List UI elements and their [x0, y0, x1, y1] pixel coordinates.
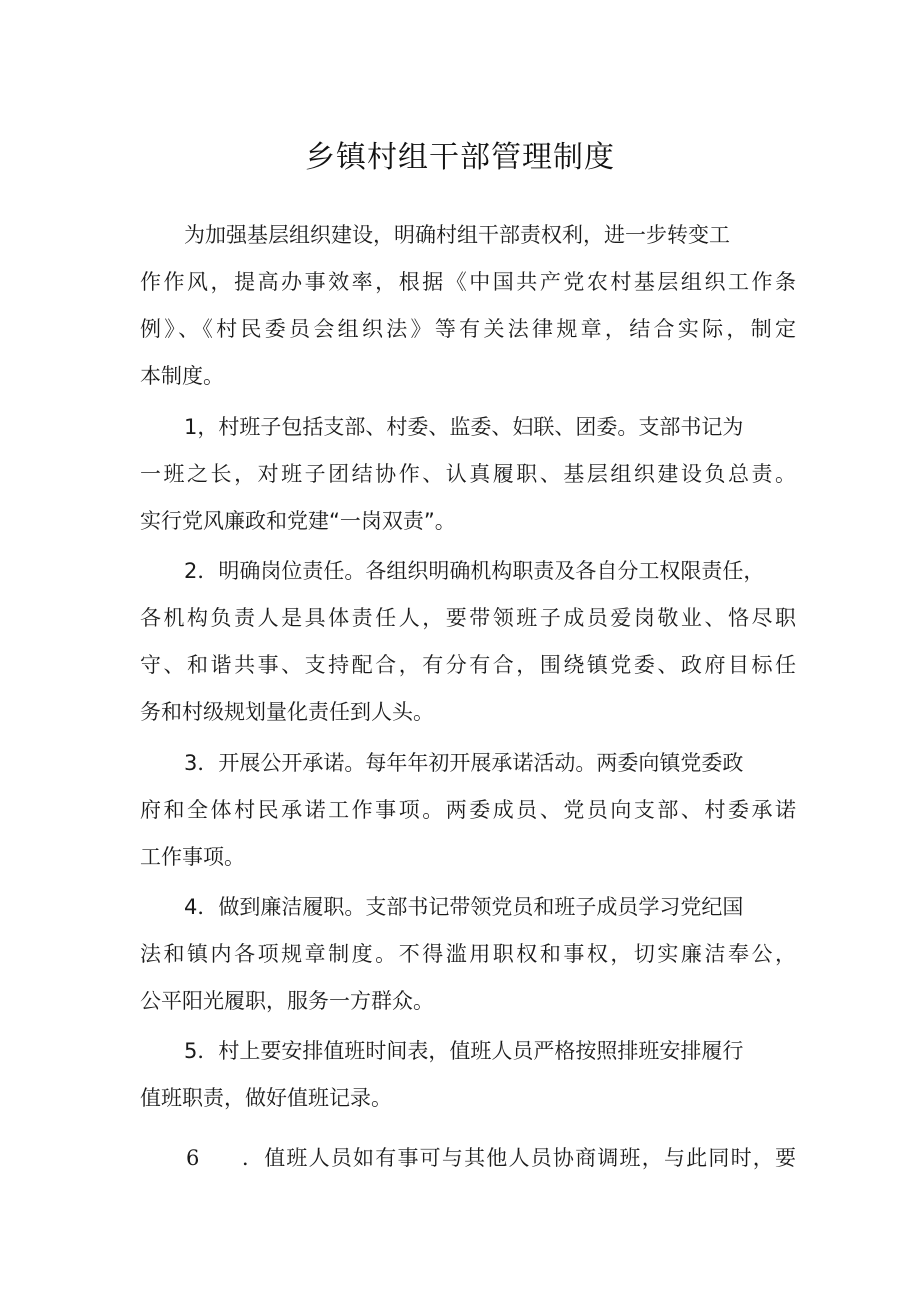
item-5-line-2: 值班职责，做好值班记录。 [140, 1086, 392, 1110]
item-4-line-3: 公平阳光履职，服务一方群众。 [140, 989, 434, 1013]
paragraph-intro-line-4: 本制度。 [140, 364, 224, 388]
item-2-line-1: 2．明确岗位责任。各组织明确机构职责及各自分工权限责任， [184, 559, 765, 583]
paragraph-intro-line-2: 作作风，提高办事效率，根据《中国共产党农村基层组织工作条 [140, 270, 796, 294]
item-3-line-3: 工作事项。 [140, 845, 245, 869]
item-1-line-3: 实行党风廉政和党建“一岗双责”。 [140, 509, 456, 533]
item-6-number: 6 [186, 1146, 200, 1170]
item-2-line-3: 守、和谐共事、支持配合，有分有合，围绕镇党委、政府目标任 [140, 653, 796, 677]
item-6-line-1: ．值班人员如有事可与其他人员协商调班，与此同时，要 [242, 1146, 796, 1170]
paragraph-intro-line-3: 例》、《村民委员会组织法》等有关法律规章，结合实际，制定 [140, 317, 796, 341]
document-title: 乡镇村组干部管理制度 [305, 140, 615, 175]
item-3-line-2: 府和全体村民承诺工作事项。两委成员、党员向支部、村委承诺 [140, 798, 796, 822]
item-1-line-2: 一班之长，对班子团结协作、认真履职、基层组织建设负总责。 [140, 462, 796, 486]
item-2-line-4: 务和村级规划量化责任到人头。 [140, 700, 434, 724]
item-4-line-1: 4．做到廉洁履职。支部书记带领党员和班子成员学习党纪国 [184, 895, 744, 919]
item-4-line-2: 法和镇内各项规章制度。不得滥用职权和事权，切实廉洁奉公， [140, 942, 796, 966]
item-1-line-1: 1，村班子包括支部、村委、监委、妇联、团委。支部书记为 [184, 415, 744, 439]
item-5-line-1: 5．村上要安排值班时间表，值班人员严格按照排班安排履行 [184, 1039, 744, 1063]
item-3-line-1: 3．开展公开承诺。每年年初开展承诺活动。两委向镇党委政 [184, 751, 744, 775]
paragraph-intro-line-1: 为加强基层组织建设，明确村组干部责权利，进一步转变工 [184, 223, 730, 247]
item-2-line-2: 各机构负责人是具体责任人，要带领班子成员爱岗敬业、恪尽职 [140, 606, 796, 630]
